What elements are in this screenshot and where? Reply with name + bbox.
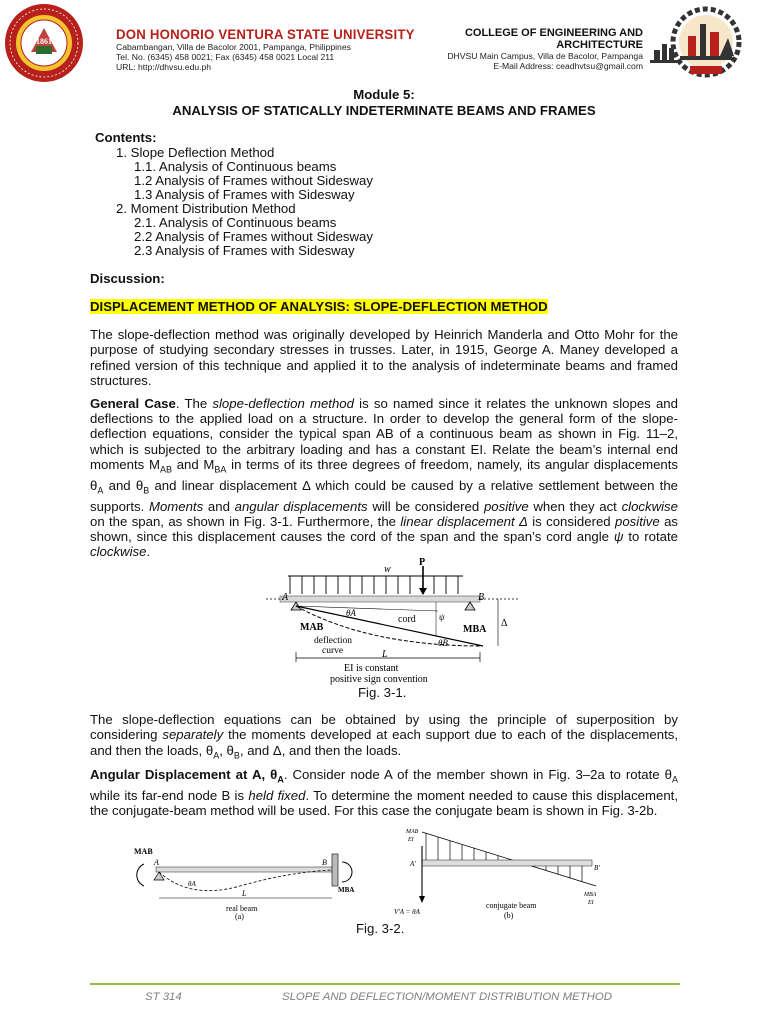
section-heading-highlight: DISPLACEMENT METHOD OF ANALYSIS: SLOPE-DEFLECTION METHOD xyxy=(90,299,548,314)
university-tel: Tel. No. (6345) 458 0021; Fax (6345) 458 0021 Local 211 xyxy=(116,52,335,62)
svg-text:MAB: MAB xyxy=(406,829,419,835)
contents-item: 1.2 Analysis of Frames without Sidesway xyxy=(134,173,373,188)
real-beam xyxy=(156,867,332,872)
MAB-label: MAB xyxy=(134,847,153,856)
MAB-label: MAB xyxy=(300,622,324,633)
svg-text:B: B xyxy=(322,858,327,867)
cord-label: cord xyxy=(398,614,416,625)
figure-3-2b-conjugate-beam xyxy=(392,826,622,922)
discussion-heading: Discussion: xyxy=(90,271,165,286)
figure-3-1-diagram xyxy=(258,556,528,686)
svg-text:A: A xyxy=(282,592,289,603)
contents-item: 2.1. Analysis of Continuous beams xyxy=(134,215,337,230)
curve-label: curve xyxy=(322,646,344,656)
university-url: URL: http://dhvsu.edu.ph xyxy=(116,62,212,72)
angular-displacement-paragraph: Angular Displacement at A, $\theta_A$. Consider node A of the member shown in Fig. 3–2a to rotate $\theta_A$ while its far-end node B is held fixed. To determine the moment needed to cause this displacement, the conjugate-beam method will be used. For this case the conjugate beam is shown in Fig. 3-2b. xyxy=(90,767,679,819)
svg-text:(b): (b) xyxy=(504,911,514,920)
real-beam-label: real beam xyxy=(226,904,258,913)
figure-3-2a-real-beam xyxy=(130,840,355,921)
load-P-label: P xyxy=(419,557,426,568)
contents-item: 1. Slope Deflection Method xyxy=(116,145,275,160)
figure-3-1-caption: Fig. 3-1. xyxy=(358,685,407,700)
college-name-line1: COLLEGE OF ENGINEERING AND xyxy=(464,27,643,39)
seal-year: 1861 xyxy=(36,37,52,46)
svg-text:A': A' xyxy=(410,860,416,868)
svg-text:L: L xyxy=(242,889,247,898)
L-label: L xyxy=(382,649,388,660)
svg-text:EI: EI xyxy=(408,837,414,843)
conjugate-beam-label: conjugate beam xyxy=(486,901,537,910)
university-seal-logo xyxy=(3,2,85,84)
college-campus: DHVSU Main Campus, Villa de Bacolor, Pampanga xyxy=(447,51,643,61)
footer-rule xyxy=(90,983,680,985)
beam xyxy=(280,596,480,602)
svg-text:A: A xyxy=(154,858,159,867)
footer-course-code: ST 314 xyxy=(145,991,182,1003)
footer-chapter-title: SLOPE AND DEFLECTION/MOMENT DISTRIBUTION METHOD xyxy=(282,991,612,1003)
module-number: Module 5: xyxy=(353,87,415,102)
psi-label: ψ xyxy=(439,612,445,622)
contents-item: 1.1. Analysis of Continuous beams xyxy=(134,159,337,174)
university-address: Cabambangan, Villa de Bacolor 2001, Pampanga, Philippines xyxy=(116,42,351,52)
MBA-label: MBA xyxy=(463,624,487,635)
contents-item: 1.3 Analysis of Frames with Sidesway xyxy=(134,187,355,202)
contents-heading: Contents: xyxy=(95,130,157,145)
contents-item: 2. Moment Distribution Method xyxy=(116,201,296,216)
contents-item: 2.3 Analysis of Frames with Sidesway xyxy=(134,243,355,258)
intro-paragraph: The slope-deflection method was originally developed by Heinrich Manderla and Otto Mohr for the purpose of studying secondary stresses in trusses. Later, in 1915, George A. Maney developed a refined version of this technique and applied it to the analysis of indeterminate beams and framed structures. xyxy=(90,327,678,388)
deflection-label: deflection xyxy=(314,636,352,646)
delta-label: Δ xyxy=(501,618,508,629)
distributed-load-arrows xyxy=(290,576,458,594)
VA-label: V'A = θA xyxy=(394,908,420,916)
module-title: ANALYSIS OF STATICALLY INDETERMINATE BEAMS AND FRAMES xyxy=(172,103,596,118)
load-w-label: w xyxy=(384,564,391,575)
angular-displacement-label: Angular Displacement at A, θ xyxy=(90,767,278,782)
support-B xyxy=(465,602,475,610)
section-heading xyxy=(90,299,548,315)
svg-text:(a): (a) xyxy=(235,912,244,921)
general-case-paragraph: General Case. The slope-deflection method is so named since it relates the unknown slopes and deflections to the applied load on a structure. In order to develop the general form of the slope-deflection equations, consider the typical span AB of a continuous beam as shown in Fig. 11–2, which is subjected to the arbitrary loading and has a constant EI. Relate the beam’s internal end moments $M_{AB}$ and $M_{BA}$ in terms of its three degrees of freedom, namely, its angular displacements $\theta_A$ and $\theta_B$ and linear displacement Δ which could be caused by a relative settlement between the supports. Moments and angular displacements will be considered positive when they act clockwise on the span, as shown in Fig. 3-1. Furthermore, the linear displacement Δ is considered positive as shown, since this displacement causes the cord of the span and the span’s cord angle ψ to rotate clockwise. xyxy=(90,396,679,560)
thetaB-label: θB xyxy=(438,638,448,648)
college-email: E-Mail Address: ceadhvtsu@gmail.com xyxy=(493,61,643,71)
college-logo xyxy=(650,6,762,80)
general-case-label: General Case xyxy=(90,396,176,411)
fixed-end-B xyxy=(332,854,338,886)
thetaA-label: θA xyxy=(346,608,356,618)
svg-text:θA: θA xyxy=(188,880,196,888)
svg-text:MBA: MBA xyxy=(584,892,597,898)
svg-text:B': B' xyxy=(594,864,600,872)
superposition-paragraph: The slope-deflection equations can be obtained by using the principle of superposition by considering separately the moments developed at each support due to each of the displacements, and then the loads, $\theta_A$, $\theta_B$, and Δ, and then the loads. xyxy=(90,712,678,761)
college-name-line2: ARCHITECTURE xyxy=(556,39,643,51)
sign-convention-label: positive sign convention xyxy=(330,674,428,685)
conjugate-beam xyxy=(422,860,592,866)
college-name xyxy=(465,27,643,51)
svg-text:B: B xyxy=(478,592,485,603)
ei-constant-label: EI is constant xyxy=(344,663,399,674)
contents-item: 2.2 Analysis of Frames without Sidesway xyxy=(134,229,373,244)
svg-text:EI: EI xyxy=(588,900,594,906)
figure-3-2-caption: Fig. 3-2. xyxy=(356,921,405,936)
university-name: DON HONORIO VENTURA STATE UNIVERSITY xyxy=(116,27,415,42)
MBA-label: MBA xyxy=(338,886,355,894)
